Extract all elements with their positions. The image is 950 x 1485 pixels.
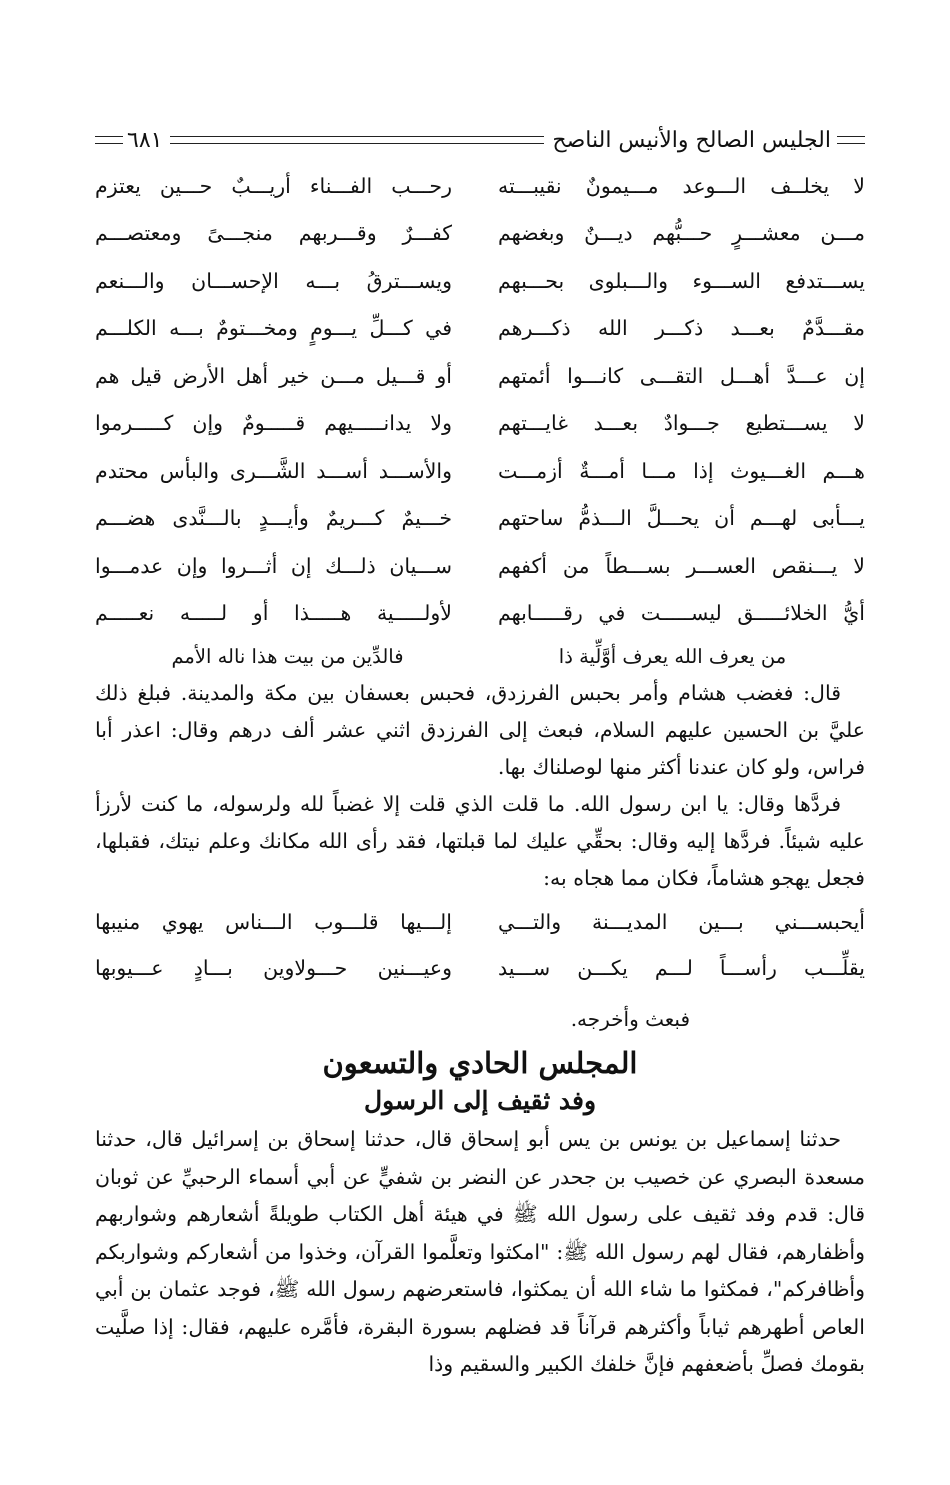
verse-hemistich-left: خـــيمٌ كـــريمٌ وأيـــدٍ بالـــنَّدى هضـــم [95,506,452,531]
paragraph: قال: فغضب هشام وأمر بحبس الفرزدق، فحبس بعسفان بين مكة والمدينة. فبلغ ذلك عليَّ بن الحسين عليهم السلام، فبعث إلى الفرزدق اثني عشر ألف درهم وقال: اعذر أبا فراس، ولو كان عندنا أكثر منها لوصلناك بها. [95,681,865,779]
verse-hemistich-left: رحـــب الفـــناء أريـــبٌ حـــين يعتزم [95,173,452,198]
header-rule-end [95,136,123,144]
verse-hemistich-right: مـــن معشـــرٍ حـــبُّهم ديـــنٌ وبغضهم [498,221,865,246]
verse-hemistich-right: لا يخلــف الـــوعد مـــيمونٌ نقيبـــته [498,173,865,198]
verse-line [95,210,865,258]
header-rule-start [837,136,865,144]
verse-hemistich-left: إلـــيها قلـــوب الـــناس يهوي منيبها [95,910,452,934]
page-number: ٦٨١ [127,127,163,153]
verse-hemistich-right: يـــأبى لهـــم أن يحـــلَّ الـــذمُّ ساحتهم [498,506,865,531]
verse-line-last [95,637,865,675]
hadith-text [95,1121,865,1384]
header-rule [170,136,544,144]
verse-line [95,495,865,543]
verse-hemistich-left: لأولـــــية هـــــذا أو لـــــه نعـــــم [95,601,452,626]
verse-hemistich-left: والأســـد أســـد الشَّـــرى والبأس محتدم [95,458,452,483]
verse-hemistich-right: هـــم الغـــيوث إذا مـــا أمـــةٌ أزمـــت [498,458,865,483]
satire-verses [95,899,865,991]
verse-hemistich-right: أيحبســـني بـــين المديـــنة والتـــي [498,910,865,934]
verse-line [95,945,865,991]
verse-hemistich-right: إن عـــدَّ أهـــل التقـــى كانـــوا أئمتهم [498,363,865,388]
verse-hemistich-right: مقـــدَّمٌ بعـــد ذكـــر الله ذكـــرهم [498,316,865,341]
verse-line [95,352,865,400]
verse-hemistich-left: في كـــلِّ يـــومٍ ومخـــتومٌ بـــه الكلـــم [95,316,452,341]
running-header [95,120,865,160]
verse-line [95,400,865,448]
verse-line [95,447,865,495]
closing-line: فبعث وأخرجه. [570,1007,690,1031]
verse-hemistich-right: لا يســـتطيع جـــوادٌ بعـــد غايـــتهم [498,411,865,436]
verse-hemistich-right: لا يـــنقص العســـر بســـطاً من أكفهم [498,553,865,578]
narrative-text [95,675,865,897]
book-page [95,120,865,1384]
verse-line [95,305,865,353]
verse-hemistich-right: يســـتدفع الســـوء والـــبلوى بحـــبهم [498,268,865,293]
paragraph: حدثنا إسماعيل بن يونس بن يس أبو إسحاق قال، حدثنا إسحاق بن إسرائيل قال، حدثنا مسعدة البصري عن خصيب بن جحدر عن النضر بن شفيٍّ عن أبي أسماء الرحبيِّ عن ثوبان قال: قدم وفد ثقيف على رسول الله ﷺ في هيئة أهل الكتاب طويلةً أشعارهم وشواربهم وأظفارهم، فقال لهم رسول الله ﷺ: "امكثوا وتعلَّموا القرآن، وخذوا من أشعاركم وشواربكم وأظافركم"، فمكثوا ما شاء الله أن يمكثوا، فاستعرضهم رسول الله ﷺ، فوجد عثمان بن أبي العاص أطهرهم ثياباً وأكثرهم قرآناً قد فضلهم بسورة البقرة، فأمَّره عليهم، فقال: إذا صلَّيت بقومك فصلِّ بأضعفهم فإنَّ خلفك الكبير والسقيم وذا [95,1127,865,1376]
verse-hemistich-left: ويســـترقُ بـــه الإحســـان والـــنعم [95,268,452,293]
verse-line [95,590,865,638]
verse-hemistich-right: من يعرف الله يعرف أوَّلِّية ذا [558,644,787,668]
verse-hemistich-right: يقلِّـــب رأســـاً لـــم يكـــن ســـيد [498,956,865,980]
verse-line [95,257,865,305]
verse-hemistich-left: كفـــرٌ وقـــربهم منجـــىً ومعتصـــم [95,221,452,246]
verse-hemistich-left: ولا يدانـــــيهم قـــــومٌ وإن كـــــرموا [95,411,452,436]
verse-hemistich-left: أو قـــيل مـــن خير أهل الأرض قيل هم [95,363,452,388]
verse-hemistich-right: أيُّ الخلائـــــق ليســـــت في رقـــــابهم [498,601,865,626]
book-title: الجليس الصالح والأنيس الناصح [552,127,831,153]
poem-verses [95,162,865,675]
verse-hemistich-left: ســـيان ذلـــك إن أثـــروا وإن عدمـــوا [95,553,452,578]
verse-hemistich-left: فالدِّين من بيت هذا ناله الأمم [171,644,404,668]
section-heading: المجلس الحادي والتسعون [322,1046,638,1080]
verse-line [95,542,865,590]
verse-line [95,162,865,210]
verse-hemistich-left: وعيـــنين حـــولاوين بـــادٍ عـــيوبها [95,956,452,980]
paragraph: فردَّها وقال: يا ابن رسول الله. ما قلت الذي قلت إلا غضباً لله ولرسوله، ما كنت لأرزأ عليه شيئاً. فردَّها إليه وقال: بحقِّي عليك لما قبلتها، فقد رأى الله مكانك وعلم نيتك، فقبلها، فجعل يهجو هشاماً، فكان مما هجاه به: [95,792,865,890]
verse-line [95,899,865,945]
section-subheading: وفد ثقيف إلى الرسول [363,1086,597,1115]
